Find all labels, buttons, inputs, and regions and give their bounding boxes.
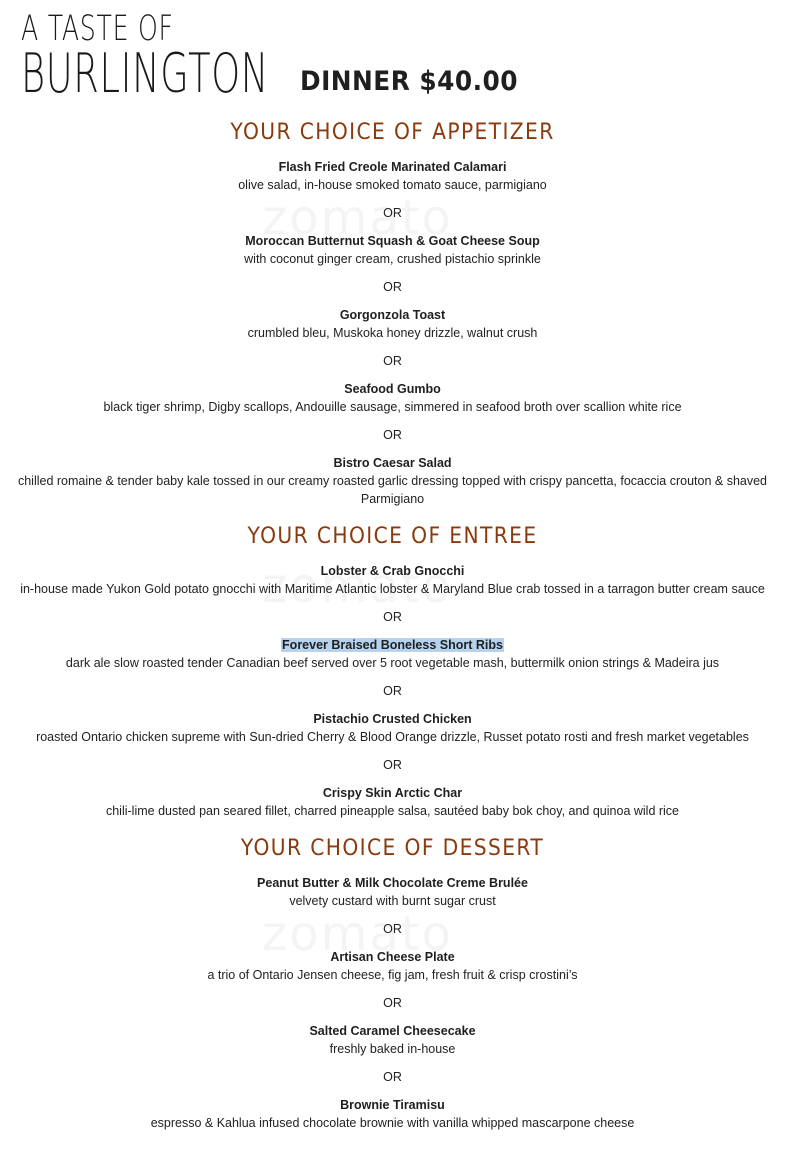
or-separator: OR — [383, 758, 402, 772]
menu-item-name-text: Crispy Skin Arctic Char — [322, 786, 463, 800]
menu-item-description: chilled romaine & tender baby kale tossed in our creamy roasted garlic dressing topped with crispy pancetta, focaccia crouton & shaved Parmigiano — [17, 474, 767, 506]
menu-item-name-text: Pistachio Crusted Chicken — [313, 712, 472, 726]
menu-item — [0, 158, 785, 194]
menu-item-name-text: Salted Caramel Cheesecake — [309, 1024, 476, 1038]
section-title: YOUR CHOICE OF APPETIZER — [230, 120, 555, 145]
menu-item — [0, 232, 785, 268]
menu-item-name-text: Brownie Tiramisu — [340, 1098, 445, 1112]
or-separator: OR — [383, 610, 402, 624]
menu-item-name-text: Peanut Butter & Milk Chocolate Creme Brulée — [257, 876, 528, 890]
or-separator: OR — [383, 922, 402, 936]
menu-item — [0, 306, 785, 342]
menu-item — [0, 1022, 785, 1058]
menu-item — [0, 562, 785, 598]
menu-item-name-text: Gorgonzola Toast — [339, 308, 446, 322]
menu-content — [0, 112, 785, 1132]
menu-item-name — [0, 874, 785, 892]
menu-item-name — [0, 380, 785, 398]
section-title: YOUR CHOICE OF ENTREE — [247, 524, 538, 549]
or-separator: OR — [383, 684, 402, 698]
section-title: YOUR CHOICE OF DESSERT — [240, 836, 545, 861]
menu-item-name-text: Moroccan Butternut Squash & Goat Cheese Soup — [245, 234, 540, 248]
menu-item-description: crumbled bleu, Muskoka honey drizzle, walnut crush — [247, 326, 538, 340]
menu-item — [0, 380, 785, 416]
or-separator: OR — [383, 280, 402, 294]
or-separator: OR — [383, 1070, 402, 1084]
menu-item-name — [0, 784, 785, 802]
menu-item — [0, 784, 785, 820]
menu-item-name — [0, 636, 785, 654]
menu-item-name-text: Bistro Caesar Salad — [333, 456, 452, 470]
menu-item-description: roasted Ontario chicken supreme with Sun-dried Cherry & Blood Orange drizzle, Russet potato rosti and fresh market vegetables — [36, 730, 749, 744]
menu-item-description: in-house made Yukon Gold potato gnocchi with Maritime Atlantic lobster & Maryland Blue crab tossed in a tarragon butter cream sauce — [20, 582, 765, 596]
menu-item-name — [0, 306, 785, 324]
menu-item-name-text: Forever Braised Boneless Short Ribs — [282, 638, 503, 652]
menu-item-name — [0, 562, 785, 580]
menu-item-description: freshly baked in-house — [329, 1042, 456, 1056]
dinner-price: DINNER $40.00 — [300, 66, 519, 97]
menu-item-name — [0, 1096, 785, 1114]
or-separator: OR — [383, 428, 402, 442]
menu-item-description: a trio of Ontario Jensen cheese, fig jam, fresh fruit & crisp crostini’s — [207, 968, 578, 982]
menu-item-description: velvety custard with burnt sugar crust — [289, 894, 496, 908]
menu-item-name — [0, 158, 785, 176]
menu-item-description: olive salad, in-house smoked tomato sauce, parmigiano — [238, 178, 547, 192]
menu-item-description: dark ale slow roasted tender Canadian beef served over 5 root vegetable mash, buttermilk onion strings & Madeira jus — [65, 656, 720, 670]
menu-item-name — [0, 948, 785, 966]
menu-item-name — [0, 454, 785, 472]
menu-item — [0, 454, 785, 508]
menu-item-name — [0, 232, 785, 250]
or-separator: OR — [383, 206, 402, 220]
menu-item-description: black tiger shrimp, Digby scallops, Andouille sausage, simmered in seafood broth over scallion white rice — [103, 400, 682, 414]
menu-item-name — [0, 710, 785, 728]
menu-item-name — [0, 1022, 785, 1040]
menu-item-description: espresso & Kahlua infused chocolate brownie with vanilla whipped mascarpone cheese — [150, 1116, 635, 1130]
menu-item-name-text: Artisan Cheese Plate — [330, 950, 455, 964]
or-separator: OR — [383, 354, 402, 368]
menu-item-description: chili-lime dusted pan seared fillet, charred pineapple salsa, sautéed baby bok choy, and quinoa wild rice — [105, 804, 680, 818]
logo-line-1: A TASTE OF — [21, 9, 174, 49]
menu-item-name-text: Seafood Gumbo — [344, 382, 441, 396]
menu-item — [0, 710, 785, 746]
menu-item — [0, 1096, 785, 1132]
menu-item — [0, 636, 785, 672]
menu-item — [0, 874, 785, 910]
menu-item-name-text: Lobster & Crab Gnocchi — [320, 564, 465, 578]
menu-item-description: with coconut ginger cream, crushed pistachio sprinkle — [244, 252, 541, 266]
logo-line-2: BURLINGTON — [21, 42, 269, 105]
or-separator: OR — [383, 996, 402, 1010]
menu-item — [0, 948, 785, 984]
menu-item-name-text: Flash Fried Creole Marinated Calamari — [278, 160, 507, 174]
